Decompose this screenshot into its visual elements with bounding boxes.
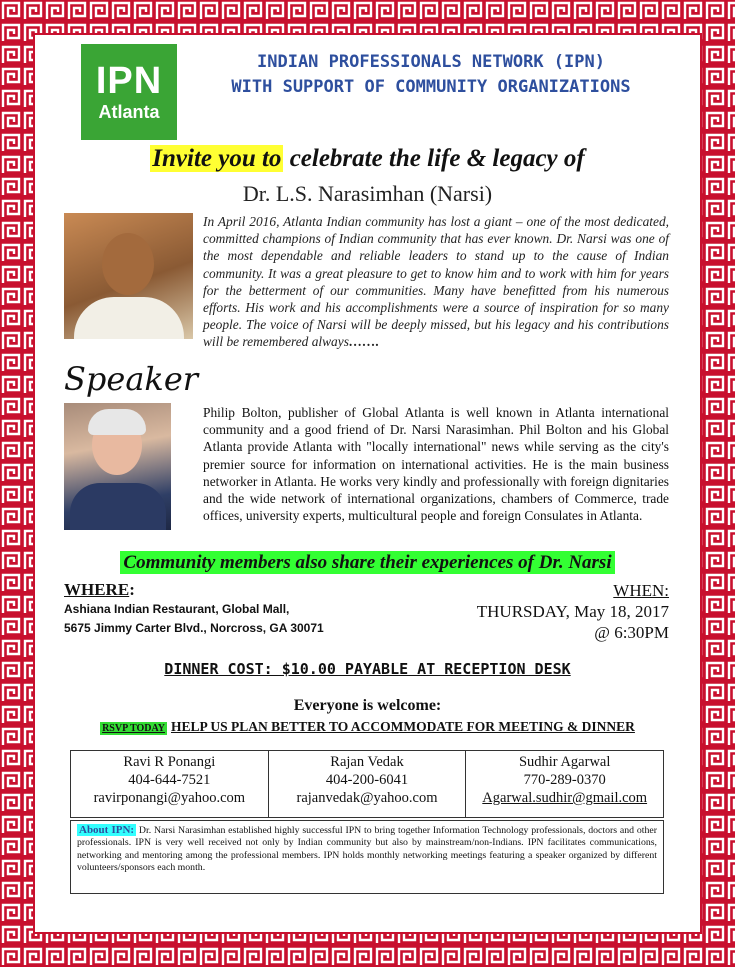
tribute-paragraph: [203, 213, 669, 351]
about-text: Dr. Narsi Narasimhan established highly successful IPN to bring together Information Technology professionals, doctors and other professionals. IPN is very well received not only by Indian community but also by mainstream/non-Indians. IPN facilitates communications, networking and mentoring among the professional members. IPN holds monthly networking meetings featuring a speaker organized by different volunteers/sponsors each month.: [77, 825, 657, 874]
tribute-ellipsis: …….: [348, 334, 380, 350]
contact-email[interactable]: ravirponangi@yahoo.com: [93, 790, 246, 806]
contact-name: Rajan Vedak: [330, 754, 404, 770]
invite-rest: celebrate the life & legacy of: [283, 145, 585, 172]
organization-heading: [196, 50, 666, 100]
community-text: Community members also share their experiences of Dr. Narsi: [120, 551, 614, 574]
contact-phone: 404-644-7521: [128, 772, 211, 788]
contact-email[interactable]: rajanvedak@yahoo.com: [296, 790, 438, 806]
contact-card: [269, 751, 467, 817]
org-line-1: INDIAN PROFESSIONALS NETWORK (IPN): [257, 52, 605, 72]
address-line-1: Ashiana Indian Restaurant, Global Mall,: [64, 602, 290, 616]
contact-name: Sudhir Agarwal: [518, 754, 611, 770]
about-ipn-box: [70, 820, 664, 894]
ipn-atlanta-logo: [81, 44, 177, 140]
when-label: WHEN:: [613, 581, 669, 600]
speaker-photo: [64, 403, 171, 530]
community-banner: [36, 552, 699, 574]
contact-name: Ravi R Ponangi: [123, 754, 216, 770]
address-line-2: 5675 Jimmy Carter Blvd., Norcross, GA 30071: [64, 621, 324, 635]
tribute-text: In April 2016, Atlanta Indian community has lost a giant – one of the most dedicated, committed champions of Indian community that has ever known. Dr. Narsi was one of the most dependable and reliable leaders to stand up to the cause of Indian community. It was a great pleasure to get to know him and to work with him for years for the betterment of our communities. Many have benefitted from his numerous efforts. His work and his accomplishments were a source of inspiration for so many people. The voice of Narsi will be deeply missed, but his legacy and his contributions will be remembered always: [203, 214, 669, 350]
contact-card: [71, 751, 269, 817]
logo-text: IPN: [95, 60, 163, 102]
rsvp-badge: RSVP TODAY: [102, 723, 165, 734]
dinner-cost: DINNER COST: $10.00 PAYABLE AT RECEPTION DESK: [164, 660, 571, 678]
welcome-text: Everyone is welcome:: [293, 697, 442, 714]
event-time: @ 6:30PM: [594, 623, 669, 642]
contact-email[interactable]: Agarwal.sudhir@gmail.com: [482, 790, 648, 806]
venue-address: [64, 600, 324, 638]
contacts-table: [70, 750, 664, 818]
rsvp-line: [36, 719, 699, 735]
invite-highlight: Invite you to: [152, 145, 282, 172]
about-label: About IPN:: [79, 824, 135, 836]
honoree-name: Dr. L.S. Narasimhan (Narsi): [242, 181, 493, 206]
contact-phone: 404-200-6041: [325, 772, 409, 788]
contact-card: [466, 751, 663, 817]
logo-subtext: Atlanta: [98, 102, 160, 122]
speaker-bio: Philip Bolton, publisher of Global Atlanta is well known in Atlanta international community and a good friend of Dr. Narsi Narasimhan. Phil Bolton and his Global Atlanta provide Atlanta with "locally international" news while serving as the city's premier source for information on international activities. He is the main business networker in Atlanta. He works very kindly and professionally with foreign dignitaries and the wide network of international organizations, chambers of Commerce, trade offices, university experts, multicultural people and foreign Consulates in Atlanta.: [203, 405, 669, 524]
contact-phone: 770-289-0370: [523, 772, 606, 788]
invite-heading: [36, 145, 699, 173]
event-when: [477, 580, 669, 643]
rsvp-text: HELP US PLAN BETTER TO ACCOMMODATE FOR MEETING & DINNER: [170, 719, 635, 734]
event-date: THURSDAY, May 18, 2017: [476, 602, 669, 621]
speaker-heading: Speaker: [64, 360, 199, 398]
where-label: WHERE:: [64, 580, 135, 599]
honoree-photo: [64, 213, 193, 339]
org-line-2: WITH SUPPORT OF COMMUNITY ORGANIZATIONS: [231, 77, 631, 97]
